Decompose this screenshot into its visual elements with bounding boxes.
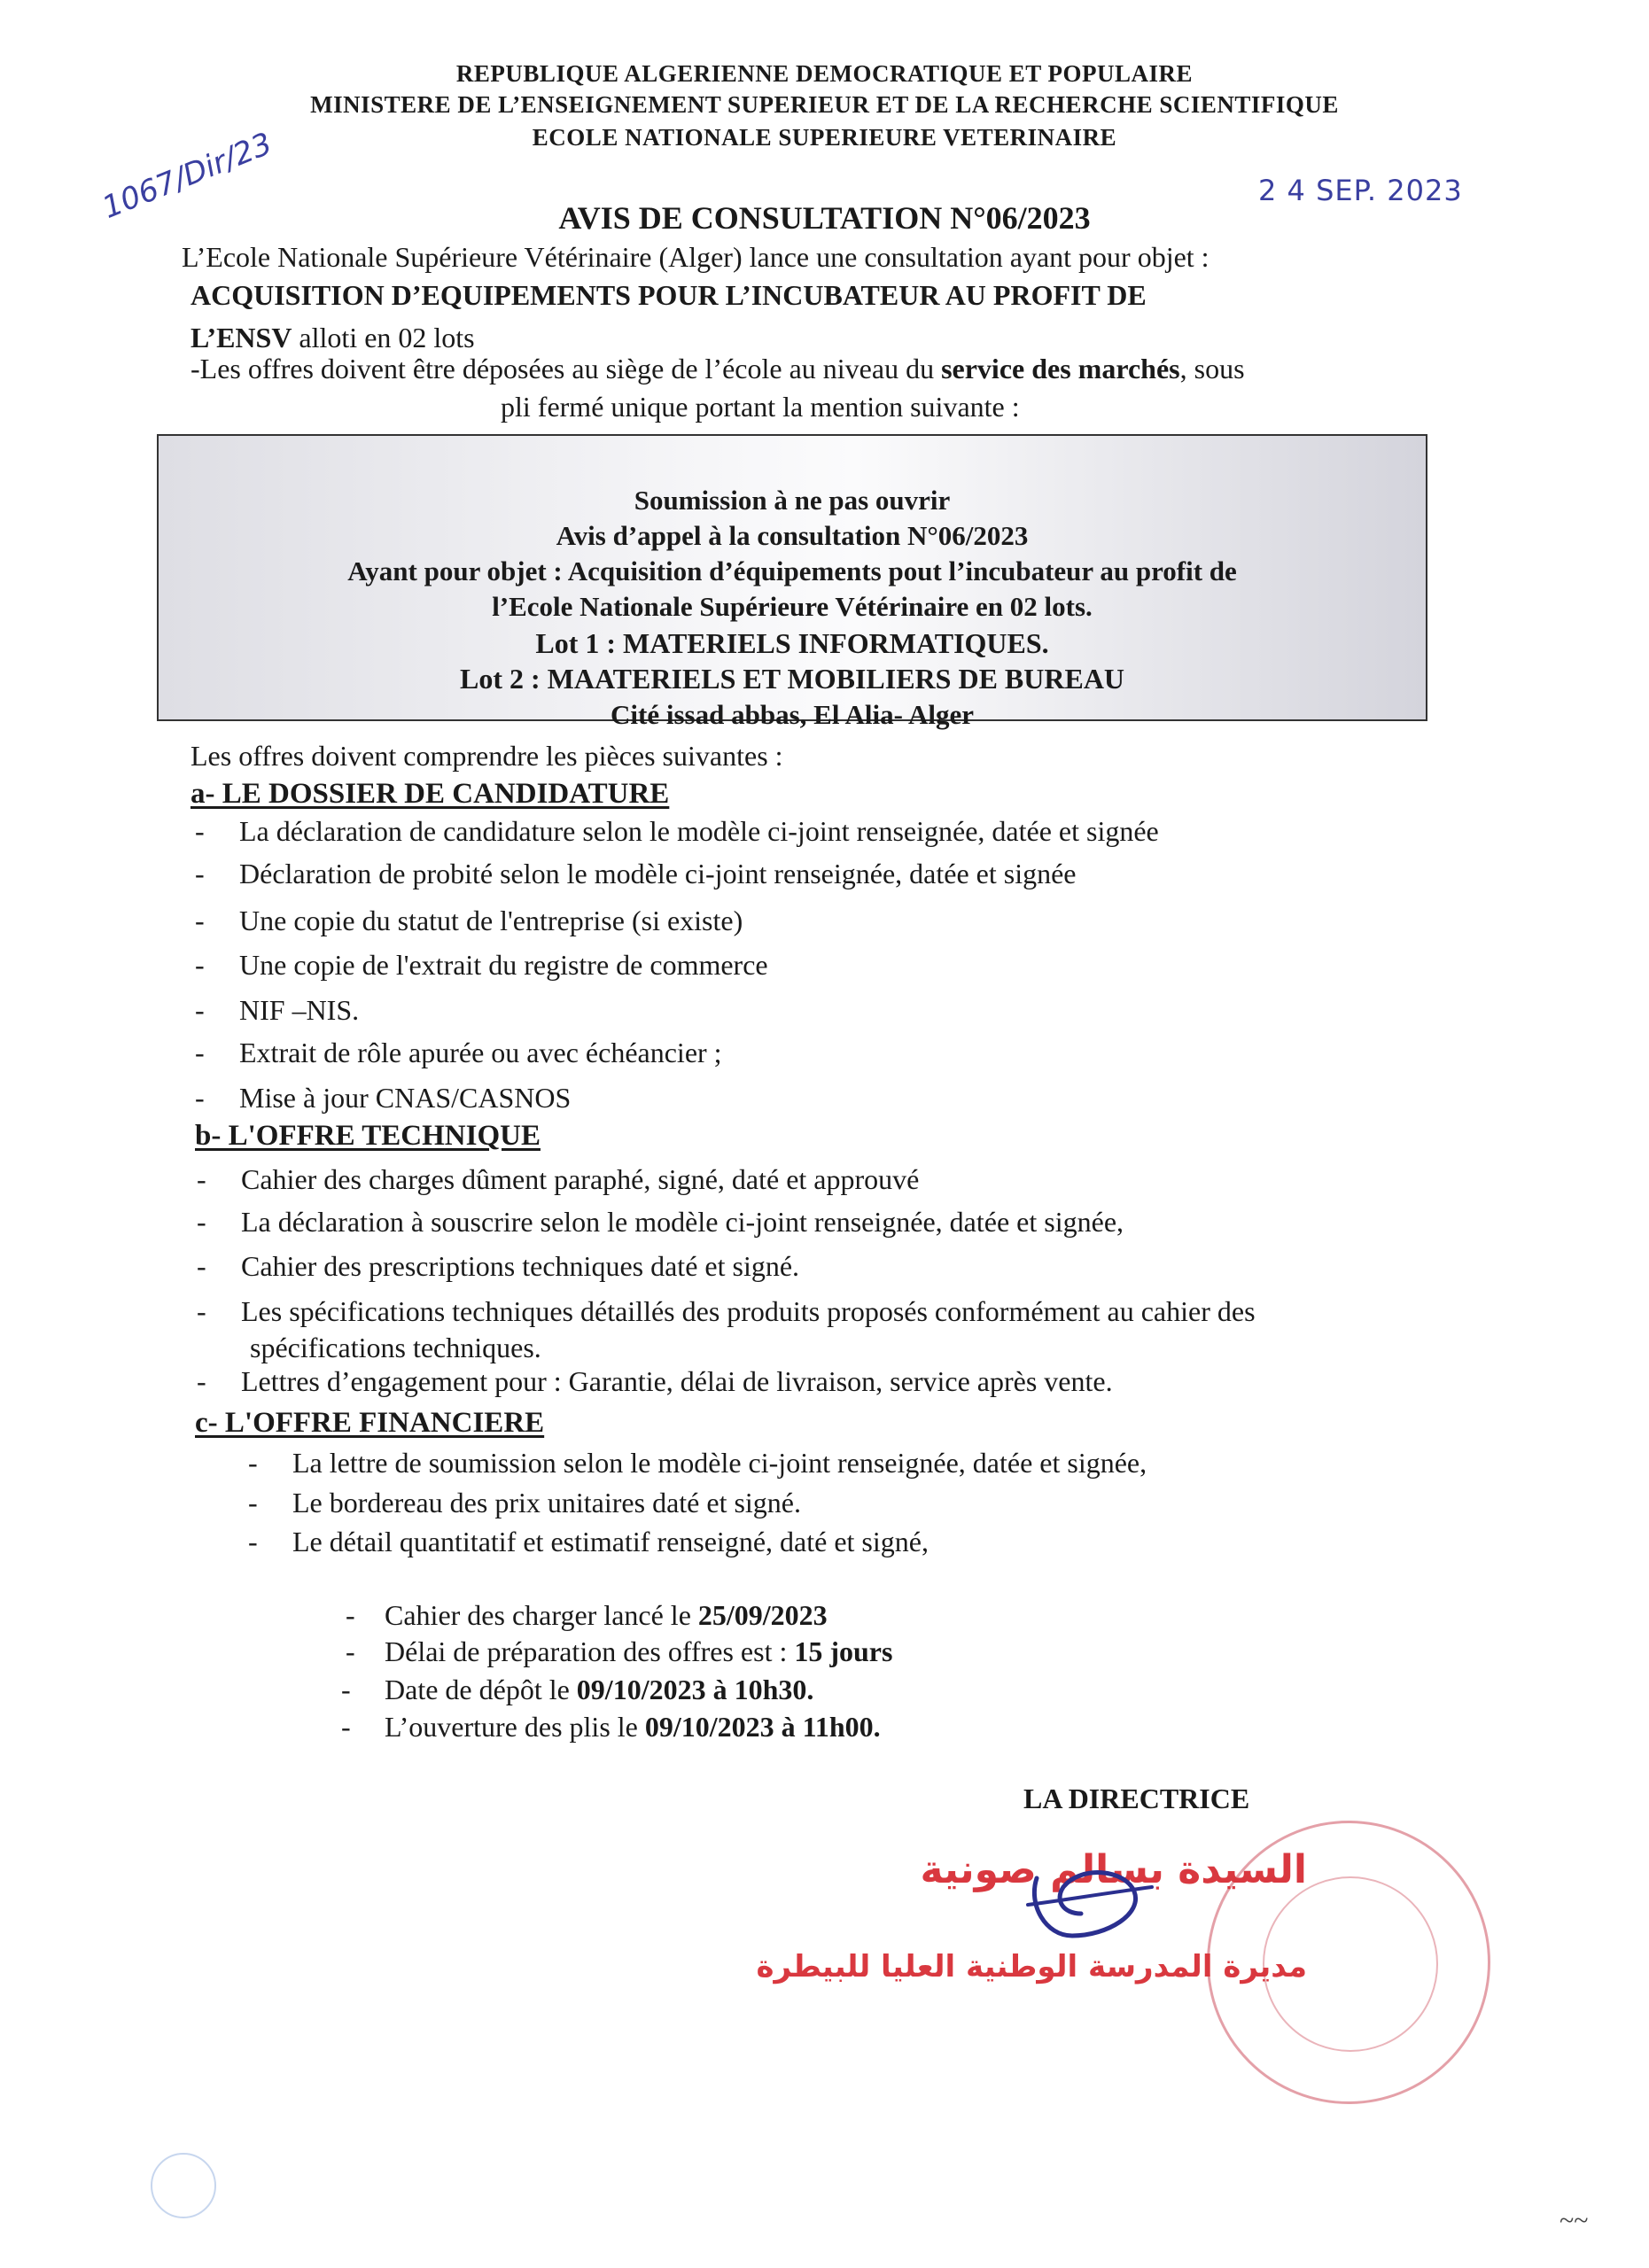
box-line-4: l’Ecole Nationale Supérieure Vétérinaire en 02 lots. (492, 591, 1093, 622)
signatory-title: مديرة المدرسة الوطنية العليا للبيطرة (756, 1949, 1307, 1984)
box-address: Cité issad abbas, El Alia- Alger (611, 699, 974, 730)
handwritten-reference: 1067/Dir/23 (97, 126, 277, 226)
envelope-mention-box (157, 434, 1427, 730)
header-line-1: REPUBLIQUE ALGERIENNE DEMOCRATIQUE ET POPULAIRE (455, 60, 1194, 87)
list-item: - Cahier des charges dûment paraphé, signé, daté et approuvé (197, 1163, 920, 1195)
header-line-2: MINISTERE DE L’ENSEIGNEMENT SUPERIEUR ET DE LA RECHERCHE SCIENTIFIQUE (310, 91, 1339, 118)
pieces-intro: Les offres doivent comprendre les pièces suivantes : (191, 740, 783, 772)
list-item: - Extrait de rôle apurée ou avec échéancier ; (195, 1037, 722, 1068)
deposit-line-2: pli fermé unique portant la mention suivante : (501, 391, 1020, 423)
box-line-3: Ayant pour objet : Acquisition d’équipements pout l’incubateur au profit de (347, 555, 1237, 586)
list-item: - Déclaration de probité selon le modèle ci-joint renseignée, datée et signée (195, 858, 1077, 889)
list-item: - Cahier des prescriptions techniques daté et signé. (197, 1250, 800, 1282)
box-line-2: Avis d’appel à la consultation N°06/2023 (556, 520, 1029, 551)
object-lots: alloti en 02 lots (292, 322, 475, 353)
list-item: - La lettre de soumission selon le modèle ci-joint renseignée, datée et signée, (248, 1447, 1147, 1479)
signatory-role: LA DIRECTRICE (1023, 1783, 1250, 1814)
list-item: - La déclaration de candidature selon le modèle ci-joint renseignée, datée et signée (195, 815, 1159, 847)
handwritten-signature (1010, 1852, 1161, 1949)
object-acronym: L’ENSV (191, 322, 292, 353)
document-title: AVIS DE CONSULTATION N°06/2023 (558, 200, 1091, 236)
list-item-continuation: spécifications techniques. (250, 1332, 541, 1363)
header-line-3: ECOLE NATIONALE SUPERIEURE VETERINAIRE (532, 124, 1117, 151)
deposit-line-1 (191, 353, 1245, 385)
list-item: - La déclaration à souscrire selon le modèle ci-joint renseignée, datée et signée, (197, 1206, 1124, 1238)
date-stamp: 2 4 SEP. 2023 (1258, 174, 1463, 207)
list-item: - Une copie de l'extrait du registre de commerce (195, 949, 768, 981)
deposit-service: service des marchés (941, 353, 1180, 384)
schedule-item: - Cahier des charger lancé le 25/09/2023 (346, 1599, 828, 1631)
faint-stamp-mark (151, 2153, 216, 2218)
list-item: - Lettres d’engagement pour : Garantie, délai de livraison, service après vente. (197, 1365, 1113, 1397)
section-a-title: a- LE DOSSIER DE CANDIDATURE (191, 778, 670, 810)
object-line-1: ACQUISITION D’EQUIPEMENTS POUR L’INCUBATEUR AU PROFIT DE (191, 279, 1147, 311)
box-line-1: Soumission à ne pas ouvrir (634, 485, 951, 516)
box-lot-1: Lot 1 : MATERIELS INFORMATIQUES. (535, 627, 1049, 659)
deposit-pre: -Les offres doivent être déposées au siège de l’école au niveau du (191, 353, 942, 384)
list-item: - Le bordereau des prix unitaires daté et signé. (248, 1487, 801, 1518)
schedule-item: - Date de dépôt le 09/10/2023 à 10h30. (341, 1674, 814, 1705)
section-c-title: c- L'OFFRE FINANCIERE (195, 1407, 545, 1439)
page-mark: ~~ (1560, 2206, 1589, 2235)
list-item: - Une copie du statut de l'entreprise (si existe) (195, 905, 743, 936)
schedule-item: - Délai de préparation des offres est : 15 jours (346, 1635, 893, 1667)
deposit-post: , sous (1179, 353, 1245, 384)
section-b-title: b- L'OFFRE TECHNIQUE (195, 1120, 541, 1152)
box-lot-2: Lot 2 : MAATERIELS ET MOBILIERS DE BUREAU (459, 663, 1125, 695)
signatory-name: السيدة بسالم صونية (920, 1847, 1307, 1892)
object-line-2 (191, 322, 475, 354)
list-item: - NIF –NIS. (195, 994, 360, 1026)
list-item: - Mise à jour CNAS/CASNOS (195, 1082, 572, 1114)
intro-line: L’Ecole Nationale Supérieure Vétérinaire (Alger) lance une consultation ayant pour objet : (182, 241, 1210, 273)
list-item: - Les spécifications techniques détaillés des produits proposés conformément au cahier des (197, 1295, 1256, 1327)
schedule-item: - L’ouverture des plis le 09/10/2023 à 11h00. (341, 1711, 881, 1743)
list-item: - Le détail quantitatif et estimatif renseigné, daté et signé, (248, 1526, 929, 1557)
